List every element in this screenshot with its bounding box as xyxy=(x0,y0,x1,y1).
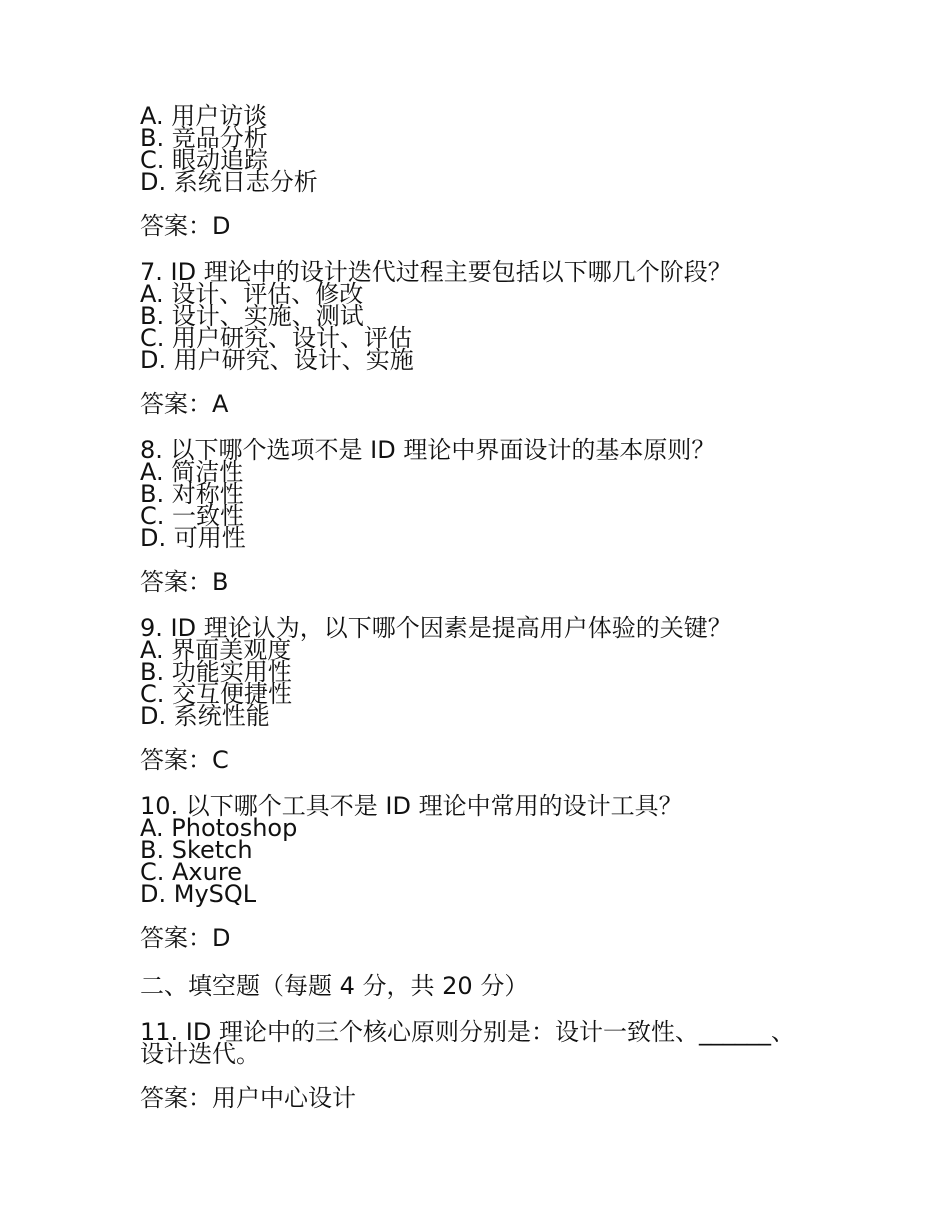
question-9 xyxy=(140,614,820,730)
option-b: B. 设计、实施、测试 xyxy=(140,302,364,330)
option-a: A. 设计、评估、修改 xyxy=(140,280,364,308)
question-6 xyxy=(140,102,820,196)
question-text: 10. 以下哪个工具不是 ID 理论中常用的设计工具？ xyxy=(140,792,683,820)
question-text: 7. ID 理论中的设计迭代过程主要包括以下哪几个阶段？ xyxy=(140,258,732,286)
option-a: A. 界面美观度 xyxy=(140,636,292,664)
option-c: C. Axure xyxy=(140,858,242,886)
option-a: A. Photoshop xyxy=(140,814,298,842)
section-heading: 二、填空题（每题 4 分，共 20 分） xyxy=(140,972,529,1000)
option-b: B. 竞品分析 xyxy=(140,124,268,152)
question-text-line-1: 11. ID 理论中的三个核心原则分别是：设计一致性、______、 xyxy=(140,1018,795,1046)
option-a: A. 用户访谈 xyxy=(140,102,268,130)
answer-10: 答案：D xyxy=(140,924,231,952)
option-c: C. 眼动追踪 xyxy=(140,146,269,174)
option-a: A. 简洁性 xyxy=(140,458,244,486)
question-text: 8. 以下哪个选项不是 ID 理论中界面设计的基本原则？ xyxy=(140,436,716,464)
exam-page xyxy=(140,102,820,1133)
question-text: 9. ID 理论认为，以下哪个因素是提高用户体验的关键？ xyxy=(140,614,732,642)
option-d: D. 系统性能 xyxy=(140,702,270,730)
answer-7: 答案：A xyxy=(140,390,229,418)
option-d: D. 系统日志分析 xyxy=(140,168,318,196)
option-c: C. 一致性 xyxy=(140,502,245,530)
answer-11: 答案：用户中心设计 xyxy=(140,1084,356,1112)
option-c: C. 用户研究、设计、评估 xyxy=(140,324,413,352)
option-b: B. 对称性 xyxy=(140,480,244,508)
option-c: C. 交互便捷性 xyxy=(140,680,293,708)
answer-8: 答案：B xyxy=(140,568,229,596)
question-11 xyxy=(140,1018,820,1068)
question-10 xyxy=(140,792,820,908)
option-d: D. MySQL xyxy=(140,880,257,908)
option-d: D. 可用性 xyxy=(140,524,246,552)
question-7 xyxy=(140,258,820,374)
question-text-line-2: 设计迭代。 xyxy=(140,1040,260,1068)
answer-9: 答案：C xyxy=(140,746,229,774)
question-8 xyxy=(140,436,820,552)
option-d: D. 用户研究、设计、实施 xyxy=(140,346,414,374)
option-b: B. 功能实用性 xyxy=(140,658,292,686)
answer-6: 答案：D xyxy=(140,212,231,240)
option-b: B. Sketch xyxy=(140,836,253,864)
